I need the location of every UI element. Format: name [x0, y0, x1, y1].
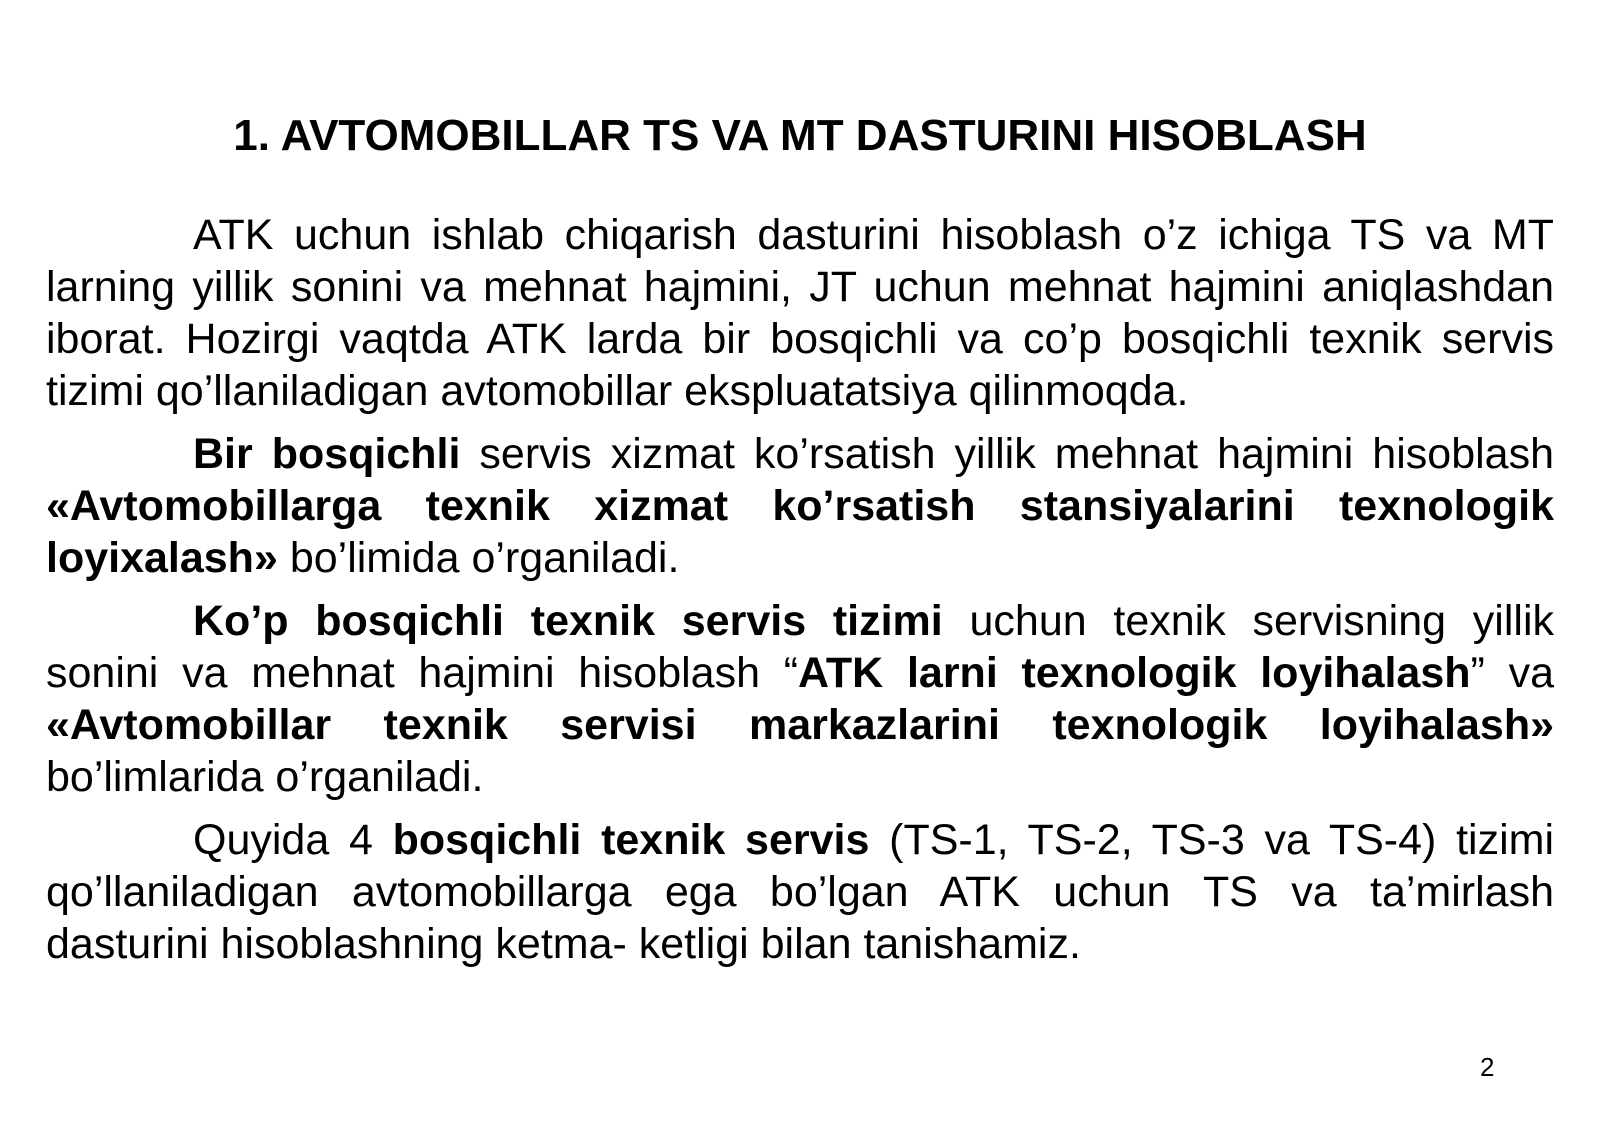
text-run-bold: Bir bosqichli: [193, 430, 461, 478]
text-run: uchun texnik servisning yillik sonini va mehnat hajmini hisoblash “: [46, 597, 1555, 697]
paragraph-1: [46, 209, 1554, 417]
paragraph-4: [46, 814, 1554, 970]
text-run: (TS-1, TS-2, TS-3 va TS-4) tizimi qo’llaniladigan avtomobillarga ega bo’lgan ATK uchun TS va ta’mirlash dasturini hisoblashning ketma- ketligi bilan tanishamiz.: [46, 816, 1554, 968]
text-run: ATK uchun ishlab chiqarish dasturini hisoblash o’z ichiga TS va MT larning yillik sonini va mehnat hajmini, JT uchun mehnat hajmini aniqlashdan iborat. Hozirgi vaqtda ATK larda bir bosqichli va co’p bosqichli texnik servis tizimi qo’llaniladigan avtomobillar ekspluatatsiya qilinmoqda.: [46, 211, 1554, 415]
text-run: bo’limlarida o’rganiladi.: [46, 753, 484, 801]
text-run-bold: bosqichli texnik servis: [392, 816, 870, 864]
text-run-bold: Ko’p bosqichli texnik servis tizimi: [193, 597, 943, 645]
body-text: [46, 209, 1554, 981]
text-run: Quyida 4: [193, 816, 393, 864]
paragraph-3: [46, 595, 1554, 803]
slide-title: 1. AVTOMOBILLAR TS VA MT DASTURINI HISOBLASH: [233, 111, 1367, 160]
text-run-bold: «Avtomobillarga texnik xizmat ko’rsatish stansiyalarini texnologik loyixalash»: [46, 482, 1554, 582]
text-run-bold: «Avtomobillar texnik servisi markazlarini texnologik loyihalash»: [46, 701, 1554, 749]
text-run-bold: ATK larni texnologik loyihalash: [798, 649, 1471, 697]
paragraph-2: [46, 428, 1554, 584]
page-number: 2: [1480, 1052, 1495, 1082]
text-run: ” va: [1470, 649, 1554, 697]
text-run: servis xizmat ko’rsatish yillik mehnat hajmini hisoblash: [460, 430, 1554, 478]
text-run: bo’limida o’rganiladi.: [277, 534, 680, 582]
